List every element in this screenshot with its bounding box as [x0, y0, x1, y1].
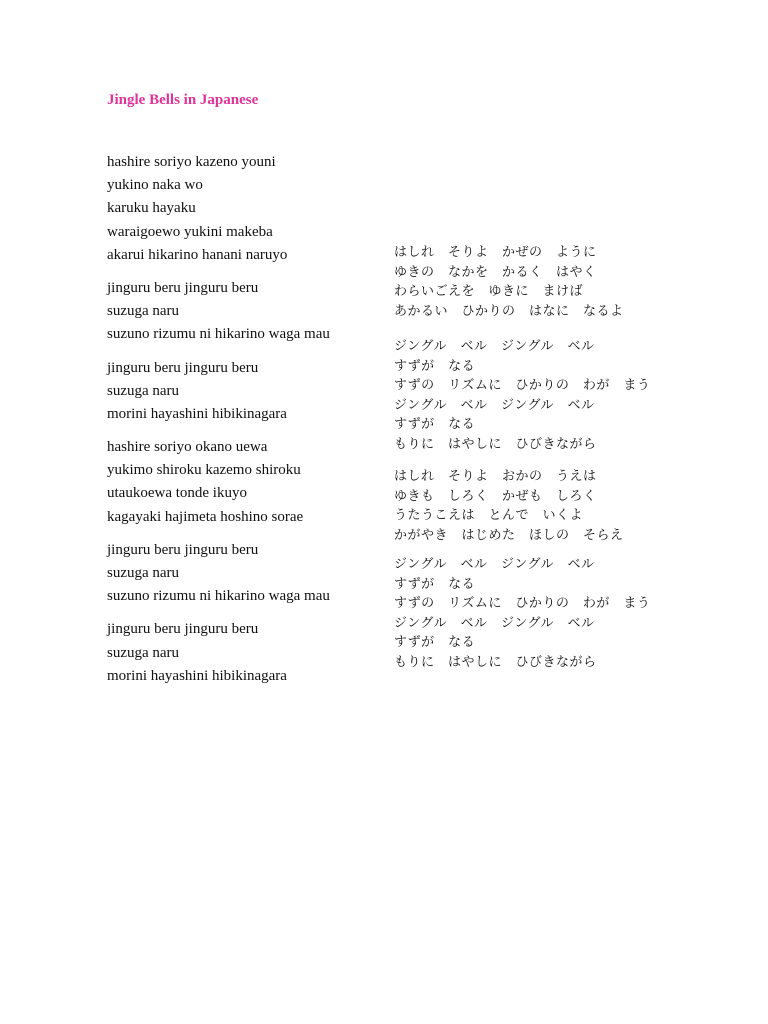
romaji-stanza	[107, 357, 330, 427]
romaji-line: morini hayashini hibikinagara	[107, 667, 287, 684]
kana-line: はしれ そりよ おかの うえは	[394, 469, 597, 484]
romaji-line: suzuga naru	[107, 382, 180, 399]
kana-line: うたうこえは とんで いくよ	[394, 508, 584, 523]
romaji-line: jinguru beru jinguru beru	[107, 621, 259, 638]
kana-line: すずが なる	[394, 417, 476, 432]
romaji-line: akarui hikarino hanani naruyo	[107, 246, 288, 263]
kana-line: ジングル ベル ジングル ベル	[394, 557, 595, 572]
romaji-line: suzuno rizumu ni hikarino waga mau	[107, 588, 330, 605]
document-title: Jingle Bells in Japanese	[107, 92, 259, 108]
romaji-line: suzuno rizumu ni hikarino waga mau	[107, 326, 330, 343]
kana-stanza	[394, 555, 650, 672]
romaji-lyrics	[107, 151, 330, 698]
romaji-line: utaukoewa tonde ikuyo	[107, 485, 247, 502]
romaji-line: jinguru beru jinguru beru	[107, 359, 259, 376]
romaji-line: morini hayashini hibikinagara	[107, 405, 287, 422]
japanese-lyrics	[394, 243, 650, 672]
kana-line: ジングル ベル ジングル ベル	[394, 397, 595, 413]
kana-line: わらいごえを ゆきに まけば	[394, 284, 584, 299]
kana-line: ジングル ベル ジングル ベル	[394, 339, 595, 354]
kana-line: すずが なる	[394, 576, 476, 592]
romaji-stanza	[107, 277, 330, 347]
romaji-stanza	[107, 539, 330, 609]
romaji-line: waraigoewo yukini makeba	[107, 223, 273, 240]
romaji-line: jinguru beru jinguru beru	[107, 541, 259, 558]
kana-stanza	[394, 467, 650, 545]
romaji-line: karuku hayaku	[107, 200, 196, 217]
romaji-stanza	[107, 436, 330, 529]
kana-line: あかるい ひかりの はなに なるよ	[394, 303, 624, 319]
kana-line: ゆきの なかを かるく はやく	[394, 264, 597, 280]
romaji-stanza	[107, 151, 330, 267]
romaji-line: suzuga naru	[107, 303, 180, 320]
kana-line: もりに はやしに ひびきながら	[394, 436, 597, 452]
romaji-line: hashire soriyo kazeno youni	[107, 154, 276, 170]
romaji-stanza	[107, 618, 330, 688]
kana-line: ゆきも しろく かぜも しろく	[394, 488, 597, 504]
kana-line: すずの リズムに ひかりの わが まう	[394, 378, 651, 393]
romaji-line: suzuga naru	[107, 644, 180, 661]
romaji-line: jinguru beru jinguru beru	[107, 279, 259, 296]
kana-line: すずが なる	[394, 358, 476, 374]
romaji-line: hashire soriyo okano uewa	[107, 439, 268, 456]
kana-line: すずが なる	[394, 635, 476, 650]
romaji-line: suzuga naru	[107, 565, 180, 581]
kana-stanza	[394, 243, 650, 321]
kana-line: はしれ そりよ かぜの ように	[394, 245, 597, 260]
kana-line: すずの リズムに ひかりの わが まう	[394, 596, 651, 611]
kana-stanza	[394, 337, 650, 454]
kana-line: ジングル ベル ジングル ベル	[394, 615, 595, 631]
kana-line: もりに はやしに ひびきながら	[394, 654, 597, 670]
kana-line: かがやき はじめた ほしの そらえ	[394, 527, 624, 543]
romaji-line: yukino naka wo	[107, 177, 203, 194]
romaji-line: kagayaki hajimeta hoshino sorae	[107, 508, 304, 525]
romaji-line: yukimo shiroku kazemo shiroku	[107, 462, 301, 479]
